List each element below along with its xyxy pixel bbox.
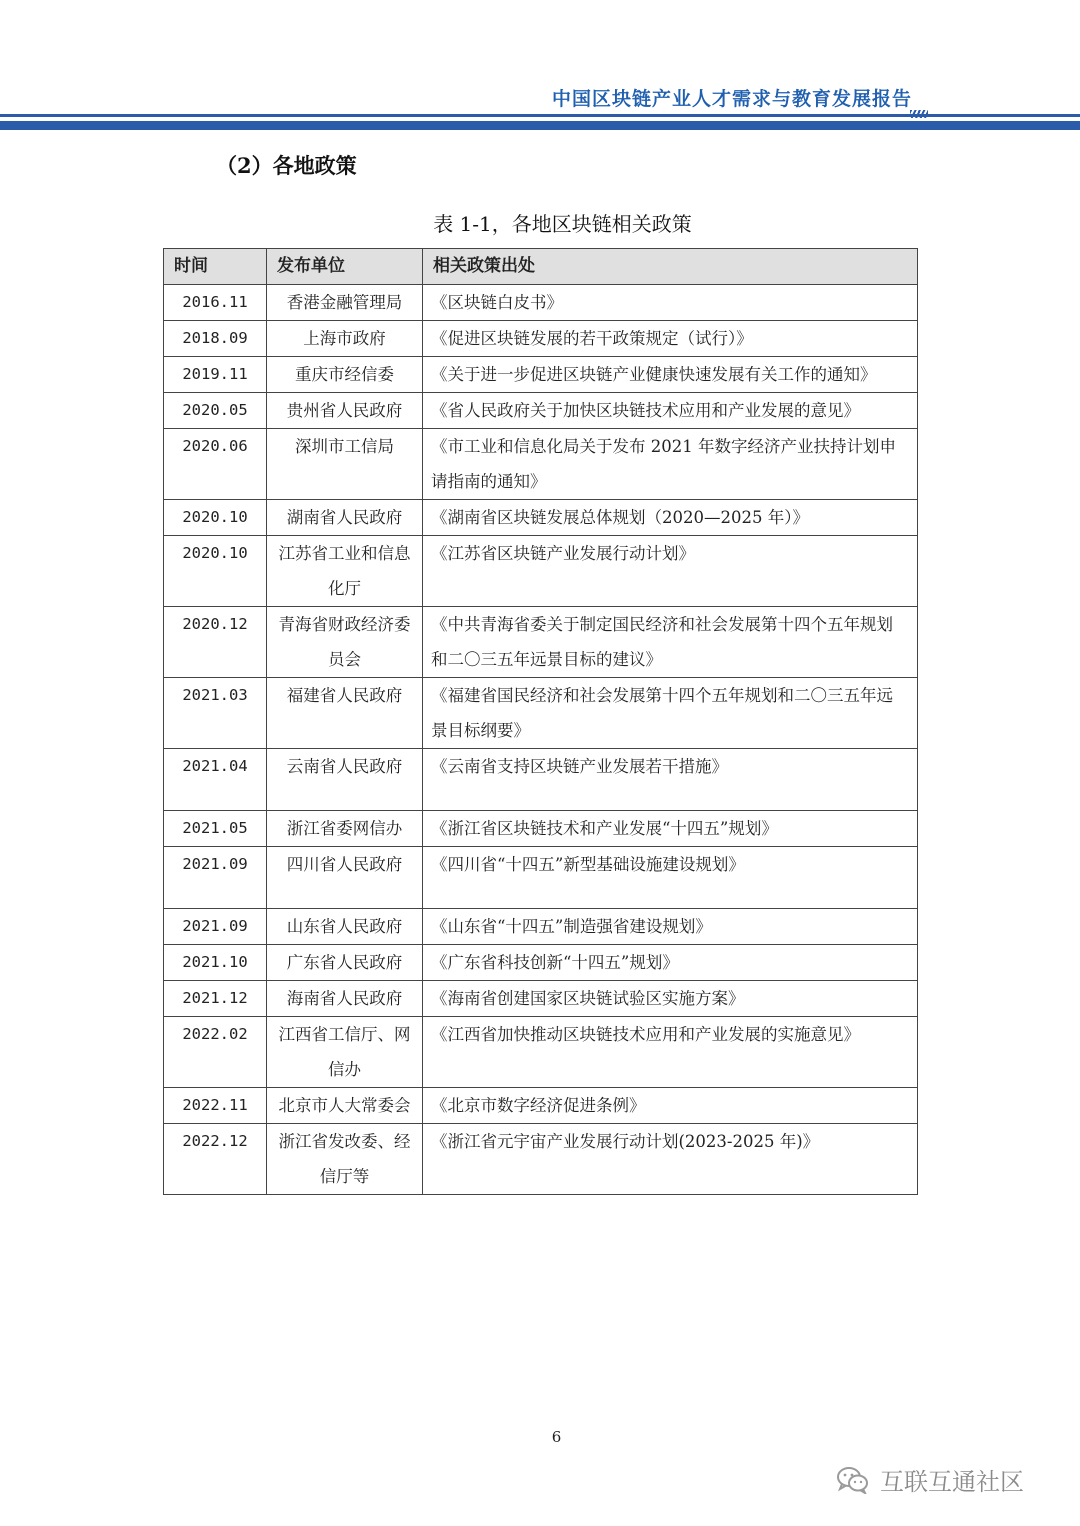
policy-cell: 《区块链白皮书》 bbox=[423, 285, 918, 321]
date-cell: 2020.06 bbox=[164, 429, 267, 500]
watermark-text: 互联互通社区 bbox=[880, 1468, 1024, 1496]
date-cell: 2020.10 bbox=[164, 536, 267, 607]
date-cell: 2021.12 bbox=[164, 981, 267, 1017]
issuer-cell: 湖南省人民政府 bbox=[267, 500, 423, 536]
date-cell: 2016.11 bbox=[164, 285, 267, 321]
table-row bbox=[164, 981, 918, 1017]
header-rule-thin bbox=[0, 114, 1080, 117]
table-row bbox=[164, 1017, 918, 1088]
issuer-cell: 福建省人民政府 bbox=[267, 678, 423, 749]
wechat-icon bbox=[836, 1466, 870, 1494]
date-cell: 2022.11 bbox=[164, 1088, 267, 1124]
page-number: 6 bbox=[551, 1428, 562, 1446]
table-row bbox=[164, 749, 918, 811]
policy-cell: 《北京市数字经济促进条例》 bbox=[423, 1088, 918, 1124]
issuer-cell: 广东省人民政府 bbox=[267, 945, 423, 981]
issuer-cell: 贵州省人民政府 bbox=[267, 393, 423, 429]
issuer-cell: 江西省工信厅、网信办 bbox=[267, 1017, 423, 1088]
date-cell: 2018.09 bbox=[164, 321, 267, 357]
section-title: （2）各地政策 bbox=[216, 153, 357, 178]
policy-cell: 《浙江省元宇宙产业发展行动计划(2023-2025 年)》 bbox=[423, 1124, 918, 1195]
column-header-policy: 相关政策出处 bbox=[423, 249, 918, 285]
table-row bbox=[164, 536, 918, 607]
issuer-cell: 山东省人民政府 bbox=[267, 909, 423, 945]
policy-cell: 《促进区块链发展的若干政策规定（试行）》 bbox=[423, 321, 918, 357]
table-row bbox=[164, 357, 918, 393]
table-row bbox=[164, 1124, 918, 1195]
table-row bbox=[164, 607, 918, 678]
date-cell: 2020.05 bbox=[164, 393, 267, 429]
table-header-row bbox=[164, 249, 918, 285]
issuer-cell: 深圳市工信局 bbox=[267, 429, 423, 500]
date-cell: 2021.09 bbox=[164, 909, 267, 945]
policy-cell: 《山东省“十四五”制造强省建设规划》 bbox=[423, 909, 918, 945]
watermark bbox=[836, 1462, 1024, 1497]
date-cell: 2020.12 bbox=[164, 607, 267, 678]
table-row bbox=[164, 285, 918, 321]
issuer-cell: 云南省人民政府 bbox=[267, 749, 423, 811]
table-row bbox=[164, 945, 918, 981]
policy-cell: 《海南省创建国家区块链试验区实施方案》 bbox=[423, 981, 918, 1017]
table-caption: 表 1-1，各地区块链相关政策 bbox=[433, 212, 692, 236]
table-row bbox=[164, 429, 918, 500]
policy-table bbox=[163, 248, 918, 1195]
date-cell: 2021.03 bbox=[164, 678, 267, 749]
date-cell: 2021.05 bbox=[164, 811, 267, 847]
policy-cell: 《浙江省区块链技术和产业发展“十四五”规划》 bbox=[423, 811, 918, 847]
issuer-cell: 上海市政府 bbox=[267, 321, 423, 357]
table-row bbox=[164, 847, 918, 909]
table-row bbox=[164, 1088, 918, 1124]
policy-cell: 《四川省“十四五”新型基础设施建设规划》 bbox=[423, 847, 918, 909]
issuer-cell: 四川省人民政府 bbox=[267, 847, 423, 909]
policy-cell: 《江苏省区块链产业发展行动计划》 bbox=[423, 536, 918, 607]
date-cell: 2021.04 bbox=[164, 749, 267, 811]
table-row bbox=[164, 678, 918, 749]
date-cell: 2022.12 bbox=[164, 1124, 267, 1195]
table-row bbox=[164, 393, 918, 429]
policy-cell: 《中共青海省委关于制定国民经济和社会发展第十四个五年规划和二〇三五年远景目标的建议》 bbox=[423, 607, 918, 678]
policy-cell: 《福建省国民经济和社会发展第十四个五年规划和二〇三五年远景目标纲要》 bbox=[423, 678, 918, 749]
issuer-cell: 浙江省委网信办 bbox=[267, 811, 423, 847]
date-cell: 2021.10 bbox=[164, 945, 267, 981]
policy-cell: 《市工业和信息化局关于发布 2021 年数字经济产业扶持计划申请指南的通知》 bbox=[423, 429, 918, 500]
table-row bbox=[164, 321, 918, 357]
issuer-cell: 重庆市经信委 bbox=[267, 357, 423, 393]
issuer-cell: 青海省财政经济委员会 bbox=[267, 607, 423, 678]
policy-cell: 《江西省加快推动区块链技术应用和产业发展的实施意见》 bbox=[423, 1017, 918, 1088]
table-row bbox=[164, 909, 918, 945]
date-cell: 2022.02 bbox=[164, 1017, 267, 1088]
date-cell: 2021.09 bbox=[164, 847, 267, 909]
policy-cell: 《广东省科技创新“十四五”规划》 bbox=[423, 945, 918, 981]
date-cell: 2020.10 bbox=[164, 500, 267, 536]
issuer-cell: 海南省人民政府 bbox=[267, 981, 423, 1017]
report-header-title: 中国区块链产业人才需求与教育发展报告 bbox=[551, 88, 912, 110]
table-row bbox=[164, 811, 918, 847]
column-header-issuer: 发布单位 bbox=[267, 249, 423, 285]
column-header-date: 时间 bbox=[164, 249, 267, 285]
issuer-cell: 香港金融管理局 bbox=[267, 285, 423, 321]
header-rule-thick bbox=[0, 121, 1080, 130]
table-row bbox=[164, 500, 918, 536]
policy-cell: 《省人民政府关于加快区块链技术应用和产业发展的意见》 bbox=[423, 393, 918, 429]
policy-cell: 《关于进一步促进区块链产业健康快速发展有关工作的通知》 bbox=[423, 357, 918, 393]
policy-cell: 《云南省支持区块链产业发展若干措施》 bbox=[423, 749, 918, 811]
issuer-cell: 江苏省工业和信息化厅 bbox=[267, 536, 423, 607]
issuer-cell: 北京市人大常委会 bbox=[267, 1088, 423, 1124]
date-cell: 2019.11 bbox=[164, 357, 267, 393]
policy-cell: 《湖南省区块链发展总体规划（2020—2025 年）》 bbox=[423, 500, 918, 536]
issuer-cell: 浙江省发改委、经信厅等 bbox=[267, 1124, 423, 1195]
